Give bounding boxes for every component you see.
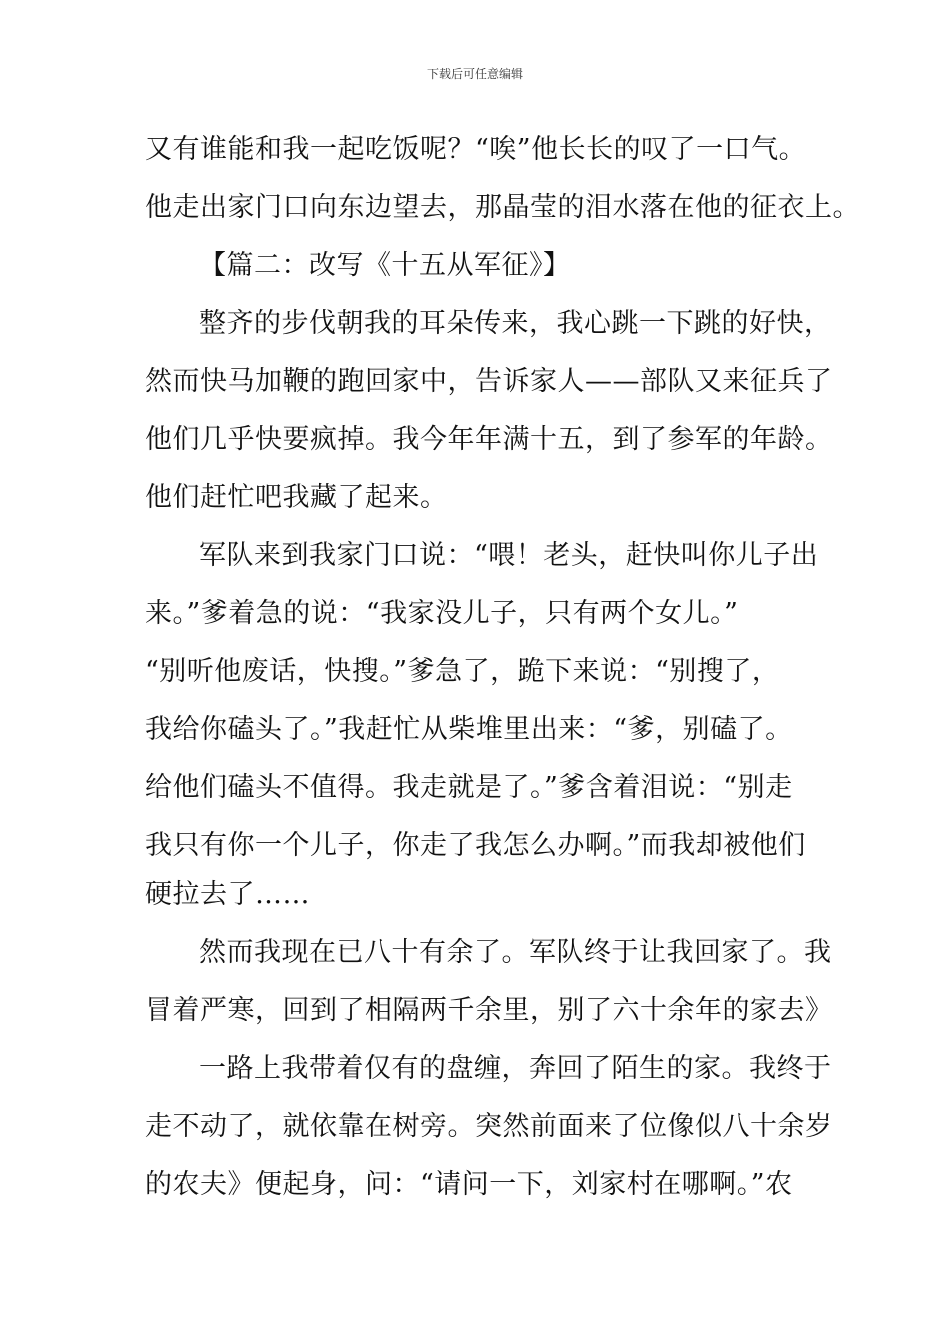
text-line: 一路上我带着仅有的盘缠，奔回了陌生的家。我终于 xyxy=(199,1053,832,1084)
text-line: 他们几乎快要疯掉。我今年年满十五，到了参军的年龄。 xyxy=(145,424,833,455)
text-line: 走不动了，就依靠在树旁。突然前面来了位像似八十余岁 xyxy=(145,1111,833,1142)
text-line: 的农夫》便起身，问：“请问一下，刘家村在哪啊。”农 xyxy=(145,1169,793,1200)
text-line: 然而快马加鞭的跑回家中，告诉家人——部队又来征兵了 xyxy=(145,366,833,397)
text-line: 又有谁能和我一起吃饭呢？“唉”他长长的叹了一口气。 xyxy=(145,134,807,165)
text-line: 军队来到我家门口说：“喂！老头，赶快叫你儿子出 xyxy=(199,540,819,571)
text-line: 然而我现在已八十有余了。军队终于让我回家了。我 xyxy=(199,937,832,968)
text-line: 硬拉去了…… xyxy=(145,879,310,910)
text-line: 我只有你一个儿子，你走了我怎么办啊。”而我却被他们 xyxy=(145,830,806,861)
text-line: 来。”爹着急的说：“我家没儿子，只有两个女儿。” xyxy=(145,598,739,629)
text-line: 冒着严寒，回到了相隔两千余里，别了六十余年的家去》 xyxy=(145,995,833,1026)
text-line: 整齐的步伐朝我的耳朵传来，我心跳一下跳的好快， xyxy=(199,308,832,339)
text-line: 我给你磕头了。”我赶忙从柴堆里出来：“爹，别磕了。 xyxy=(145,714,793,745)
text-line: 他们赶忙吧我藏了起来。 xyxy=(145,482,448,513)
text-line: 给他们磕头不值得。我走就是了。”爹含着泪说：“别走 xyxy=(145,772,793,803)
page-header-note: 下载后可任意编辑 xyxy=(426,67,523,81)
text-line: 他走出家门口向东边望去，那晶莹的泪水落在他的征衣上。 xyxy=(145,192,860,223)
section-heading: 【篇二：改写《十五从军征》】 xyxy=(199,250,571,281)
text-line: “别听他废话，快搜。”爹急了，跪下来说：“别搜了， xyxy=(145,656,780,687)
